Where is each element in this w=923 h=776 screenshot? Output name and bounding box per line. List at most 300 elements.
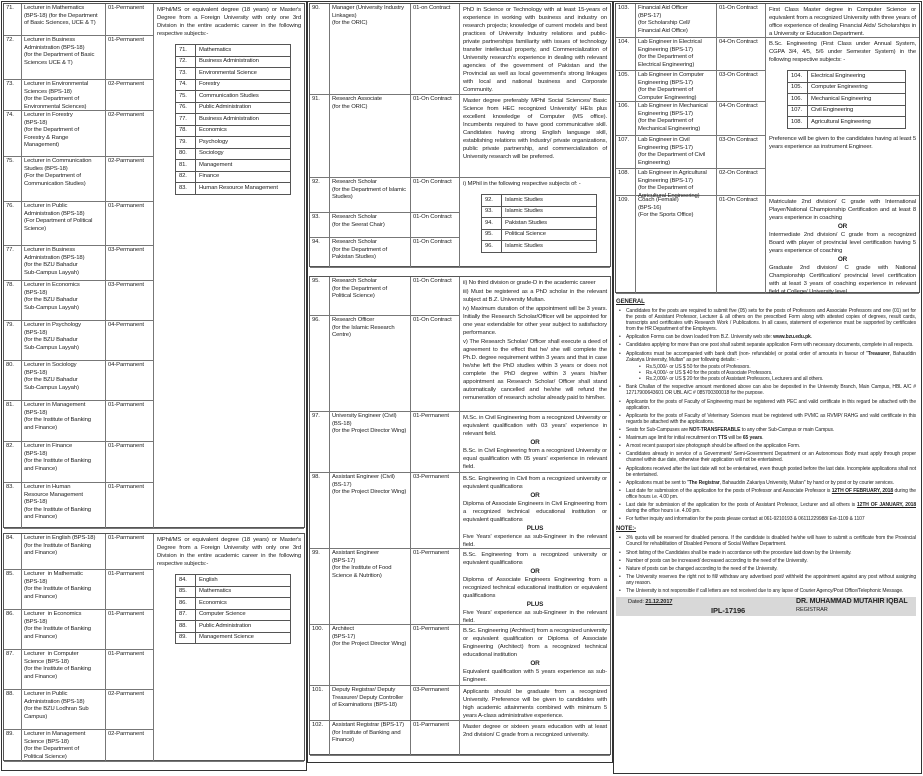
table-row xyxy=(4,80,154,111)
table-row xyxy=(310,178,460,213)
qualification-cell xyxy=(154,534,304,762)
qualification-cell xyxy=(766,4,919,38)
separator-label: OR xyxy=(530,492,540,499)
subject-name: Economics xyxy=(196,125,291,137)
subject-number: 78. xyxy=(176,125,196,137)
table-row xyxy=(4,610,154,650)
item-text: , Bahauddin Zakariya University, Multan" as per following details: - xyxy=(626,350,916,363)
qualification-text: Applicants should be graduate from a recognized University. Preference will be given to candidates with high academic attainments combined with minimum 5 years A-class administrative experience. xyxy=(463,689,607,719)
subject-number: 81. xyxy=(176,160,196,172)
subject-row xyxy=(788,117,906,129)
subject-row xyxy=(176,56,291,68)
subject-number: 92. xyxy=(482,195,502,207)
table-row xyxy=(616,196,766,294)
subject-number: 84. xyxy=(176,575,196,587)
note-list xyxy=(616,535,916,594)
subject-name: Political Science xyxy=(502,229,597,241)
table-row xyxy=(310,213,460,238)
subject-number: 106. xyxy=(788,94,808,106)
post-number: 86. xyxy=(4,610,22,649)
subject-number: 95. xyxy=(482,229,502,241)
subject-row xyxy=(176,621,291,633)
footer-band xyxy=(616,597,916,616)
subject-row xyxy=(176,609,291,621)
general-item xyxy=(616,488,916,500)
item-text: Short listing of the Candidates shall be made in accordance with the procedure laid down by the University. xyxy=(626,549,852,556)
subject-number: 79. xyxy=(176,137,196,149)
general-item xyxy=(616,502,916,514)
post-title: Lab Engineer in Electrical Engineering (BPS-17) (for the Department of Electrical Engineering) xyxy=(636,38,717,70)
general-item xyxy=(616,334,916,340)
post-number: 80. xyxy=(4,361,22,400)
emphasis-text: 12TH OF JANUARY, 2018 xyxy=(856,502,916,509)
item-text: Nature of posts can be changed according to the need of the University. xyxy=(626,565,778,572)
vacancy-table xyxy=(309,3,611,267)
post-title: Assistant Engineer (BPS-17) (for the Institute of Food Science & Nutrition) xyxy=(330,549,411,624)
post-number: 71. xyxy=(4,4,22,35)
subject-number: 88. xyxy=(176,621,196,633)
post-title: Research Scholar (for the Department of Islamic Studies) xyxy=(330,178,411,212)
table-row xyxy=(310,473,460,549)
post-number: 87. xyxy=(4,650,22,689)
qualification-text: Intermediate 2nd division/ C grade from a recognized Board with player of provincial level certification having 5 years experience of coaching xyxy=(769,232,916,254)
post-count: 01-Permanent xyxy=(106,36,154,79)
note-heading: NOTE:- xyxy=(616,526,637,533)
subject-number: 77. xyxy=(176,114,196,126)
post-title: Lecturer in English (BPS-18) (for the Institute of Banking and Finance) xyxy=(22,534,106,569)
post-count: 02-Parmanent xyxy=(106,690,154,729)
note-item xyxy=(616,574,916,586)
item-text: during the office hours i.e. 4.00 pm. xyxy=(626,508,701,515)
item-text: . xyxy=(810,334,813,341)
table-row xyxy=(4,730,154,762)
item-text: . xyxy=(762,435,764,442)
post-count: 04-Parmanent xyxy=(106,361,154,400)
post-title: Lecturer in Business Administration (BPS-18) (for the BZU Bahadur Sub-Campus Layyah) xyxy=(22,246,106,280)
general-item xyxy=(616,435,916,441)
post-title: Lab Engineer in Civil Engineering (BPS-17) (for the Department of Civil Engineering) xyxy=(636,136,717,168)
post-count: 02-On Contract xyxy=(717,169,766,195)
qualification-text: MPhil/MS or equivalent degree (18 years) or Master's Degree from a Foreign University with only one 3rd Division in the entire academic career in the following respective subjects:- xyxy=(157,537,301,567)
post-title: Lecturer in Mathematic (BPS-18) (for the Institute of Banking and Finance) xyxy=(22,570,106,609)
subject-name: Agricultural Engineering xyxy=(808,117,906,129)
subjects-table xyxy=(175,574,291,644)
post-count: 01-Parmanent xyxy=(106,650,154,689)
subject-number: 96. xyxy=(482,241,502,253)
table-row xyxy=(616,4,766,38)
post-title: Lecturer in Sociology (BPS-18) (for the BZU Bahadur Sub-Campus Layyah) xyxy=(22,361,106,400)
qualification-text: iv) Maximum duration of the appointment will be 3 years. Initially the Research Scholar/Officer will be appointed for one year extendable for other year subject to satisfactory performance. xyxy=(463,306,607,336)
post-number: 89. xyxy=(4,730,22,761)
post-count: 03-Permanent xyxy=(106,281,154,320)
subject-name: Economics xyxy=(196,598,291,610)
qualification-cell xyxy=(766,38,919,196)
qualification-text: i) MPhil in the following respective subjects of: - xyxy=(463,181,581,187)
table-row xyxy=(310,412,460,473)
table-row xyxy=(310,625,460,686)
qualification-text: B.Sc. in Civil Engineering from a recognized University or equal qualification with 05 years' experience in relevant field. xyxy=(463,448,607,470)
note-item xyxy=(616,566,916,572)
table-row xyxy=(310,277,460,316)
emphasis-text: The Registrar xyxy=(688,479,720,486)
qualification-text: ii) No third division or grade-D in the academic career xyxy=(463,280,596,286)
post-title: Manager (University Industry Linkages) (for the ORIC) xyxy=(330,4,411,94)
post-number: 74. xyxy=(4,111,22,156)
post-count: 01-Permanent xyxy=(411,625,460,685)
table-row xyxy=(310,316,460,412)
subject-name: Management Science xyxy=(196,632,291,644)
post-number: 79. xyxy=(4,321,22,360)
post-title: Lecturer in Economics (BPS-18) (for the BZU Bahadur Sub-Campus Layyah) xyxy=(22,281,106,320)
item-text: Candidates applying for more than one post shall submit separate application Form with necessary documents, complete in all respects. xyxy=(626,342,914,349)
item-text: Application Forms can be down loaded from B.Z. University web site: xyxy=(626,334,774,341)
general-list xyxy=(616,308,916,522)
post-count: 03-Permanent xyxy=(411,473,460,548)
subject-name: Islamic Studies xyxy=(502,206,597,218)
qualification-text: First Class Master degree in Computer Science or equivalent from a recognized University with three years of office experience of dealing Financial Aids/ Scholarships in a University or Education Department. xyxy=(769,7,916,37)
separator-label: OR xyxy=(530,568,540,575)
post-count: 02-Permanent xyxy=(106,111,154,156)
item-text: Applications must be sent to " xyxy=(626,479,689,486)
separator-label: PLUS xyxy=(526,601,544,608)
subject-name: Pakistan Studies xyxy=(502,218,597,230)
subject-name: Human Resource Management xyxy=(196,183,291,195)
vacancy-table xyxy=(309,276,611,755)
post-title: University Engineer (Civil) (BS-18) (for the Project Director Wing) xyxy=(330,412,411,472)
post-title: Lab Engineer in Mechanical Engineering (BPS-17) (for the Department of Mechanical Engineering) xyxy=(636,102,717,135)
subject-name: Electrical Engineering xyxy=(808,71,906,83)
item-text: Applicants for the posts of Faculty of Veterinary Sciences must be registered with PVMC as RVMP/ RAHG and valid certificate in this regards be attached with the applications. xyxy=(626,412,916,425)
note-item xyxy=(616,550,916,556)
table-row xyxy=(4,4,154,36)
post-number: 98. xyxy=(310,473,330,548)
table-row xyxy=(4,321,154,361)
subject-name: Mathematics xyxy=(196,586,291,598)
post-title: Lecturer in Management Science (BPS-18) (for the Department of Political Science) xyxy=(22,730,106,761)
post-count: 01-On Contract xyxy=(411,238,460,267)
qualification-text: B.Sc. Engineering in Civil from a recognized university or equivalent qualifications xyxy=(463,476,607,490)
post-count: 01-Parmanent xyxy=(106,442,154,482)
emphasis-text: 65 years xyxy=(742,435,763,442)
subject-name: Computer Engineering xyxy=(808,82,906,94)
item-text: Candidates for the posts are required to submit five (05) sets for the posts of Professors and Associate Professors and one (01) set for the posts of Assistant Professor, Lecturer & all others on the prescribed Form along with attested copies of degrees, result cards, transcripts and certificates with Research Work / Publications. In all cases, statement of experience must be supported by certificates from the HR Department of the Employers. xyxy=(626,308,916,332)
post-number: 106. xyxy=(616,102,636,135)
subject-row xyxy=(788,71,906,83)
post-title: Deputy Registrar/ Deputy Treasurer/ Deputy Controller of Examinations (BPS-18) xyxy=(330,686,411,720)
post-number: 91. xyxy=(310,95,330,177)
post-number: 77. xyxy=(4,246,22,280)
post-count: 03-Permanent xyxy=(411,686,460,720)
subject-number: 85. xyxy=(176,586,196,598)
dated xyxy=(628,599,672,606)
post-number: 99. xyxy=(310,549,330,624)
post-number: 75. xyxy=(4,157,22,201)
subject-row xyxy=(176,137,291,149)
post-count: 01-On Contract xyxy=(411,316,460,411)
table-row xyxy=(4,401,154,442)
subject-name: Mathematics xyxy=(196,45,291,57)
table-row xyxy=(4,361,154,401)
subject-row xyxy=(176,45,291,57)
item-text: 3% quota will be reserved for disabled persons. If the candidate is disabled he/she will have to submit a certificate from the Provincial Council for rehabilitation of Disabled Persons of Social Welfare Department. xyxy=(626,535,916,548)
emphasis-text: 12TH OF FEBRUARY, 2018 xyxy=(831,488,894,495)
qualification-cell xyxy=(460,721,610,756)
post-title: Lecturer in Computer Science (BPS-18) (for the Institute of Banking and Finance) xyxy=(22,650,106,689)
item-text: , Bahauddin Zakariya University, Multan" by hand or by post or by courier services. xyxy=(719,479,894,486)
subject-name: Psychology xyxy=(196,137,291,149)
post-number: 108. xyxy=(616,169,636,195)
post-number: 72. xyxy=(4,36,22,79)
general-section xyxy=(616,298,916,616)
qualification-text: Five Years' experience as sub-Engineer in the relevant field. xyxy=(463,534,607,548)
post-title: Research Scholar (for the Seerat Chair) xyxy=(330,213,411,237)
fee-item: • Rs.2,000/- or US $ 20 for the posts of Assistant Professors, Lecturers and all others. xyxy=(636,376,916,382)
qualification-text: Diploma of Associate Engineers in Civil Engineering from a recognized technical educational institution or equivalent qualifications xyxy=(463,501,607,523)
qualification-cell xyxy=(460,4,610,95)
qualification-text: v) The Research Scholar/ Officer shall execute a deed of agreement to the effect that he/ she will complete the Ph.D. degree requirement within 3 years and that in case he/she left the PhD studies within 3 years or does not complete the PhD degree within 3 years his/her appointment as Research Scholar/ Officer shall stand automatically cancelled and he/she will refund the remuneration of research scholar already paid to him/her. xyxy=(463,339,607,401)
separator-label: OR xyxy=(530,439,540,446)
qualification-cell xyxy=(460,95,610,178)
post-count: 01-On Contract xyxy=(717,196,766,293)
item-text: Applicants for the posts of Faculty of Engineering must be registered with PEC and valid certificate in this regard be attached with the application. xyxy=(626,398,916,411)
post-count: 01-Permanent xyxy=(106,4,154,35)
qualification-text: Equivalent qualification with 5 years experience as sub-Engineer. xyxy=(463,669,607,683)
post-number: 100. xyxy=(310,625,330,685)
table-row xyxy=(310,721,460,756)
subject-name: Business Administration xyxy=(196,114,291,126)
post-title: Lecturer in Management (BPS-18) (for the Institute of Banking and Finance) xyxy=(22,401,106,441)
subject-name: Communication Studies xyxy=(196,91,291,103)
post-count: 02-Parmanent xyxy=(106,157,154,201)
table-row xyxy=(310,238,460,268)
subject-number: 72. xyxy=(176,56,196,68)
table-row xyxy=(4,534,154,570)
table-row xyxy=(4,442,154,483)
post-number: 78. xyxy=(4,281,22,320)
qualification-text: MPhil/MS or equivalent degree (18 years) or Master's Degree from a Foreign University with only one 3rd Division in the entire academic career in the following respective subjects:- xyxy=(157,7,301,37)
post-number: 101. xyxy=(310,686,330,720)
table-row xyxy=(4,281,154,321)
post-number: 97. xyxy=(310,412,330,472)
ipl-number: IPL-17196 xyxy=(711,606,746,616)
subject-number: 83. xyxy=(176,183,196,195)
post-count: 02-Permanent xyxy=(106,80,154,110)
separator-label: OR xyxy=(837,256,848,263)
post-count: 04-Permanent xyxy=(106,321,154,360)
post-title: Research Scholar (for the Department of Pakistan Studies) xyxy=(330,238,411,267)
subject-number: 104. xyxy=(788,71,808,83)
separator-label: OR xyxy=(837,223,848,230)
subject-number: 89. xyxy=(176,632,196,644)
signatory-designation: REGISTRAR xyxy=(796,607,828,614)
post-count: 01-on Contract xyxy=(411,4,460,94)
fee-item: • Rs.4,000/- or US $ 40 for the posts of Associate Professors. xyxy=(636,370,916,376)
general-item xyxy=(616,427,916,433)
post-count: 01-Parmanent xyxy=(106,202,154,245)
subject-row xyxy=(176,171,291,183)
post-number: 81. xyxy=(4,401,22,441)
post-count: 01-On Contract xyxy=(411,213,460,237)
post-number: 94. xyxy=(310,238,330,267)
post-title: Lecturer in Forestry (BPS-18) (for the Department of Forestry & Range Management) xyxy=(22,111,106,156)
subject-row xyxy=(176,102,291,114)
subject-number: 108. xyxy=(788,117,808,129)
post-number: 82. xyxy=(4,442,22,482)
subject-number: 86. xyxy=(176,598,196,610)
subject-row xyxy=(176,183,291,195)
post-count: 03-On Contract xyxy=(717,136,766,168)
separator-label: PLUS xyxy=(526,525,544,532)
post-count: 01-Permanent xyxy=(411,549,460,624)
qualification-cell xyxy=(460,549,610,625)
post-number: 96. xyxy=(310,316,330,411)
subject-name: Islamic Studies xyxy=(502,195,597,207)
post-count: 01-On Contract xyxy=(411,178,460,212)
qualification-text: Master degree preferably MPhil Social Sciences/ Basic Science from HEC recognized University/ HEIs plus excellent knowledge of Computer (MS office). Incumbents required to have good communicative skill. Candidates having strong English language skill, establishing relations with Industry/ private organizations, public private partnership, and commercialization of University research will be preferred. xyxy=(463,98,607,160)
qualification-cell xyxy=(460,277,610,412)
subject-row xyxy=(176,586,291,598)
emphasis-text: www.bzu.edu.pk xyxy=(773,334,811,341)
post-title: Lecturer in Psychology (BPS-18) (for the BZU Bahadur Sub-Campus Layyah) xyxy=(22,321,106,360)
post-title: Assistant Registrar (BPS-17) (for Institute of Banking and Finance) xyxy=(330,721,411,755)
subject-number: 75. xyxy=(176,91,196,103)
separator-label: OR xyxy=(530,660,540,667)
post-count: 01-Parmanent xyxy=(106,570,154,609)
item-text: The University reserves the right not to fill/ withdraw any advertised post/ withheld the appointment against any post without assigning any reason. xyxy=(626,574,916,587)
item-text: Applications received after the last date will not be entertained, even though posted before the last date. Incomplete applications shall not be entertained. xyxy=(626,465,916,478)
fee-list xyxy=(636,364,916,383)
subject-number: 71. xyxy=(176,45,196,57)
post-number: 103. xyxy=(616,4,636,37)
subject-number: 74. xyxy=(176,79,196,91)
post-title: Research Scholar (for the Department of Political Science) xyxy=(330,277,411,315)
post-title: Architect (BPS-17) (for the Project Director Wing) xyxy=(330,625,411,685)
subject-name: Public Administration xyxy=(196,621,291,633)
general-item xyxy=(616,480,916,486)
subject-row xyxy=(482,241,597,253)
table-row xyxy=(4,111,154,157)
table-row xyxy=(616,136,766,169)
subject-row xyxy=(788,105,906,117)
subjects-table xyxy=(175,44,291,195)
post-count: 04-On Contract xyxy=(717,38,766,70)
table-row xyxy=(4,570,154,610)
qualification-text: PhD in Science or Technology with at least 15-years of experience in working with business and industry on research projects; knowledge of current models and best practices of University Industry relations and public-private partnerships familiarity with issues of technology transfer intellectual property, and Commercialization of University research's experience in dealing with relevant agencies of the government of Pakistan and the Provincial as well as local government's strong linkages with local and national business and Corporate Community. xyxy=(463,7,607,93)
subject-row xyxy=(482,206,597,218)
note-item xyxy=(616,535,916,547)
post-number: 102. xyxy=(310,721,330,755)
post-title: Lecturer in Economics (BPS-18) (for the Institute of Banking and Finance) xyxy=(22,610,106,649)
post-number: 93. xyxy=(310,213,330,237)
subject-row xyxy=(176,114,291,126)
table-row xyxy=(616,169,766,199)
post-number: 90. xyxy=(310,4,330,94)
subject-row xyxy=(176,68,291,80)
qualification-cell xyxy=(460,473,610,549)
subject-number: 93. xyxy=(482,206,502,218)
qualification-cell xyxy=(460,412,610,473)
subjects-table xyxy=(481,194,597,253)
dated-label: Dated: xyxy=(628,599,646,606)
table-row xyxy=(310,549,460,625)
general-item xyxy=(616,451,916,463)
dated-value: 21.12.2017 xyxy=(645,599,673,606)
qualification-cell xyxy=(460,625,610,686)
table-row xyxy=(310,686,460,721)
qualification-text: Five Years' experience as sub-Engineer in the relevant field. xyxy=(463,610,607,624)
general-item xyxy=(616,399,916,411)
post-count: 01-Parmanent xyxy=(411,721,460,755)
subject-row xyxy=(176,160,291,172)
subject-row xyxy=(482,218,597,230)
qualification-cell xyxy=(460,686,610,721)
subject-name: Business Administration xyxy=(196,56,291,68)
item-text: Candidates already in service of a Government/ Semi-Government Department or an Autonomous Body must apply through proper channel within due date, otherwise their application will not be entertained. xyxy=(626,451,916,464)
general-item xyxy=(616,351,916,383)
post-count: 03-Permanent xyxy=(106,246,154,280)
qualification-cell xyxy=(154,4,304,529)
subject-number: 73. xyxy=(176,68,196,80)
emphasis-text: Treasurer xyxy=(867,350,890,357)
table-row xyxy=(4,690,154,730)
post-count: 01-On Contract xyxy=(717,4,766,37)
subject-number: 87. xyxy=(176,609,196,621)
post-count: 01-Permanent xyxy=(411,412,460,472)
post-title: Lecturer in Mathematics (BPS-18) (for the Department of Basic Sciences, UCE & T) xyxy=(22,4,106,35)
general-item xyxy=(616,516,916,522)
table-row xyxy=(4,650,154,690)
item-text: Last date for submission of the application for the posts of Assistant Professor, Lecturer and all others is xyxy=(626,502,857,509)
table-row xyxy=(616,102,766,136)
post-title: Lecturer in Public Administration (BPS-18) (for the BZU Lodhran Sub Campus) xyxy=(22,690,106,729)
subject-number: 105. xyxy=(788,82,808,94)
post-number: 95. xyxy=(310,277,330,315)
qualification-text: B.Sc. Engineering from a recognized university or equivalent qualifications xyxy=(463,552,607,566)
emphasis-text: NOT-TRANSFERABLE xyxy=(689,426,741,433)
subject-number: 76. xyxy=(176,102,196,114)
post-title: Lecturer in Business Administration (BPS-18) (for the Department of Basic Sciences UCE & T) xyxy=(22,36,106,79)
subject-name: Environmental Science xyxy=(196,68,291,80)
post-title: Lecturer in Environmental Sciences (BPS-18) (for the Department of Environmental Sciences) xyxy=(22,80,106,110)
qualification-text: B.Sc. Engineering (Architect) from a recognized university or equivalent qualification or Diploma of Associate Engineering (Architect) from a recognized technical educational institution xyxy=(463,628,607,658)
post-title: Research Associate (for the ORIC) xyxy=(330,95,411,177)
subject-row xyxy=(788,82,906,94)
subject-row xyxy=(482,195,597,207)
subject-row xyxy=(176,575,291,587)
note-item xyxy=(616,558,916,564)
qualification-text: M.Sc. in Civil Engineering from a recognized University or equivalent qualification with 03 years' experience in relevant field. xyxy=(463,415,607,437)
table-row xyxy=(4,202,154,246)
emphasis-text: TTS xyxy=(717,435,728,442)
table-row xyxy=(310,95,460,178)
subject-row xyxy=(788,94,906,106)
qualification-text: Graduate 2nd division/ C grade with National Championship Certification/ provincial level certification with at least 3 years of coaching experience in relevant field at College/ University level xyxy=(769,265,916,295)
post-count: 03-On Contract xyxy=(717,71,766,101)
post-count: 02-Parmanent xyxy=(106,730,154,761)
item-text: Seats for Sub-Campuses are xyxy=(626,426,690,433)
subject-row xyxy=(176,598,291,610)
table-row xyxy=(4,246,154,281)
item-text: Last date for submission of the application for the posts of Professor and Associate Professor is xyxy=(626,488,832,495)
table-row xyxy=(616,38,766,71)
post-title: Lecturer in Communication Studies (BPS-18) (For the Department of Communication Studies) xyxy=(22,157,106,201)
subject-row xyxy=(482,229,597,241)
item-text: Bank Challan of the respective amount mentioned above can also be deposited in the University Branch, Main Campus, HBL A/C # 12717900643601 OR UBL A/C # 085700300018 for the purpose. xyxy=(626,384,916,397)
vacancy-table xyxy=(3,533,305,761)
subject-row xyxy=(176,91,291,103)
note-item xyxy=(616,588,916,594)
post-count: 01-Parmanent xyxy=(106,534,154,569)
